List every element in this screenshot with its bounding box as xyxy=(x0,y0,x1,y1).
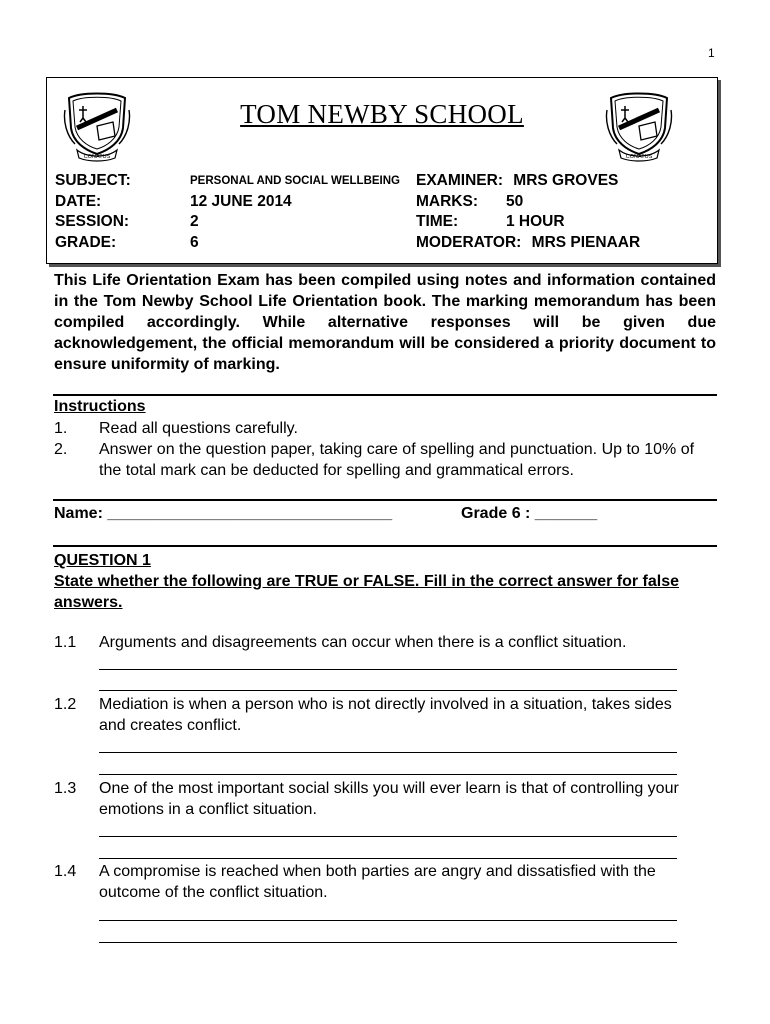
time-value: 1 HOUR xyxy=(506,213,565,230)
grade-value: 6 xyxy=(190,233,199,251)
intro-paragraph: This Life Orientation Exam has been compiled using notes and information contained in the Tom Newby School Life Orientation book. The marking memorandum has been compiled accordingly. While alternative responses will be given due acknowledgement, the official memorandum will be considered a priority document to ensure uniformity of marking. xyxy=(54,272,716,373)
question-title: QUESTION 1 xyxy=(54,552,151,569)
subject-label: SUBJECT: xyxy=(55,172,131,189)
grade-field[interactable]: Grade 6 : _______ xyxy=(461,505,598,522)
answer-line[interactable] xyxy=(99,836,677,837)
question-text: Arguments and disagreements can occur when there is a conflict situation. xyxy=(99,634,627,651)
session-value: 2 xyxy=(190,213,199,230)
instruction-item xyxy=(54,439,714,481)
divider xyxy=(53,545,717,547)
name-field[interactable]: Name: ________________________________ xyxy=(54,505,393,522)
time-label: TIME: xyxy=(416,213,459,230)
instruction-number: 1. xyxy=(54,420,68,437)
grade-label: GRADE: xyxy=(55,233,117,251)
instructions-list xyxy=(54,418,714,481)
answer-line[interactable] xyxy=(99,920,677,921)
instruction-text: Read all questions carefully. xyxy=(99,420,298,437)
question-number: 1.4 xyxy=(54,863,77,880)
question-number: 1.1 xyxy=(54,634,77,651)
question-item xyxy=(54,632,714,672)
answer-line[interactable] xyxy=(99,774,677,775)
answer-line[interactable] xyxy=(99,942,677,943)
instruction-number: 2. xyxy=(54,441,68,458)
question-heading xyxy=(54,550,714,613)
answer-line[interactable] xyxy=(99,669,677,670)
answer-line[interactable] xyxy=(99,858,677,859)
date-value: 12 JUNE 2014 xyxy=(190,192,292,210)
instruction-text: Answer on the question paper, taking care of spelling and punctuation. Up to 10% of the total mark can be deducted for spelling and grammatical errors. xyxy=(99,441,695,479)
question-item xyxy=(54,694,714,738)
divider xyxy=(53,394,717,396)
marks-label: MARKS: xyxy=(416,192,478,210)
question-item xyxy=(54,861,714,905)
session-label: SESSION: xyxy=(55,213,130,230)
divider xyxy=(53,499,717,501)
school-name: TOM NEWBY SCHOOL xyxy=(240,99,524,129)
marks-value: 50 xyxy=(506,192,524,210)
exam-details xyxy=(416,171,640,253)
exam-header xyxy=(46,77,718,264)
answer-line[interactable] xyxy=(99,690,677,691)
question-item xyxy=(54,778,714,822)
page-number: 1 xyxy=(708,46,715,60)
question-text: A compromise is reached when both parties are angry and dissatisfied with the outcome of the conflict situation. xyxy=(99,863,656,901)
examiner-label: EXAMINER: xyxy=(416,172,503,189)
crest-motto-text: CONATUS xyxy=(625,154,653,160)
date-label: DATE: xyxy=(55,192,102,210)
examiner-value: MRS GROVES xyxy=(513,172,619,189)
instruction-item xyxy=(54,418,714,439)
crest-motto-text: CONATUS xyxy=(83,154,111,160)
meta-labels xyxy=(55,171,131,253)
question-number: 1.3 xyxy=(54,780,77,797)
instructions-title: Instructions xyxy=(54,398,146,415)
moderator-label: MODERATOR: xyxy=(416,233,522,251)
question-number: 1.2 xyxy=(54,696,77,713)
meta-values xyxy=(190,171,400,253)
question-text: Mediation is when a person who is not directly involved in a situation, takes sides and creates conflict. xyxy=(99,696,672,734)
subject-value: PERSONAL AND SOCIAL WELLBEING xyxy=(190,175,400,187)
moderator-value: MRS PIENAAR xyxy=(531,233,641,251)
question-subtitle: State whether the following are TRUE or FALSE. Fill in the correct answer for false answers. xyxy=(54,573,680,611)
answer-line[interactable] xyxy=(99,752,677,753)
question-text: One of the most important social skills you will ever learn is that of controlling your emotions in a conflict situation. xyxy=(99,780,679,818)
